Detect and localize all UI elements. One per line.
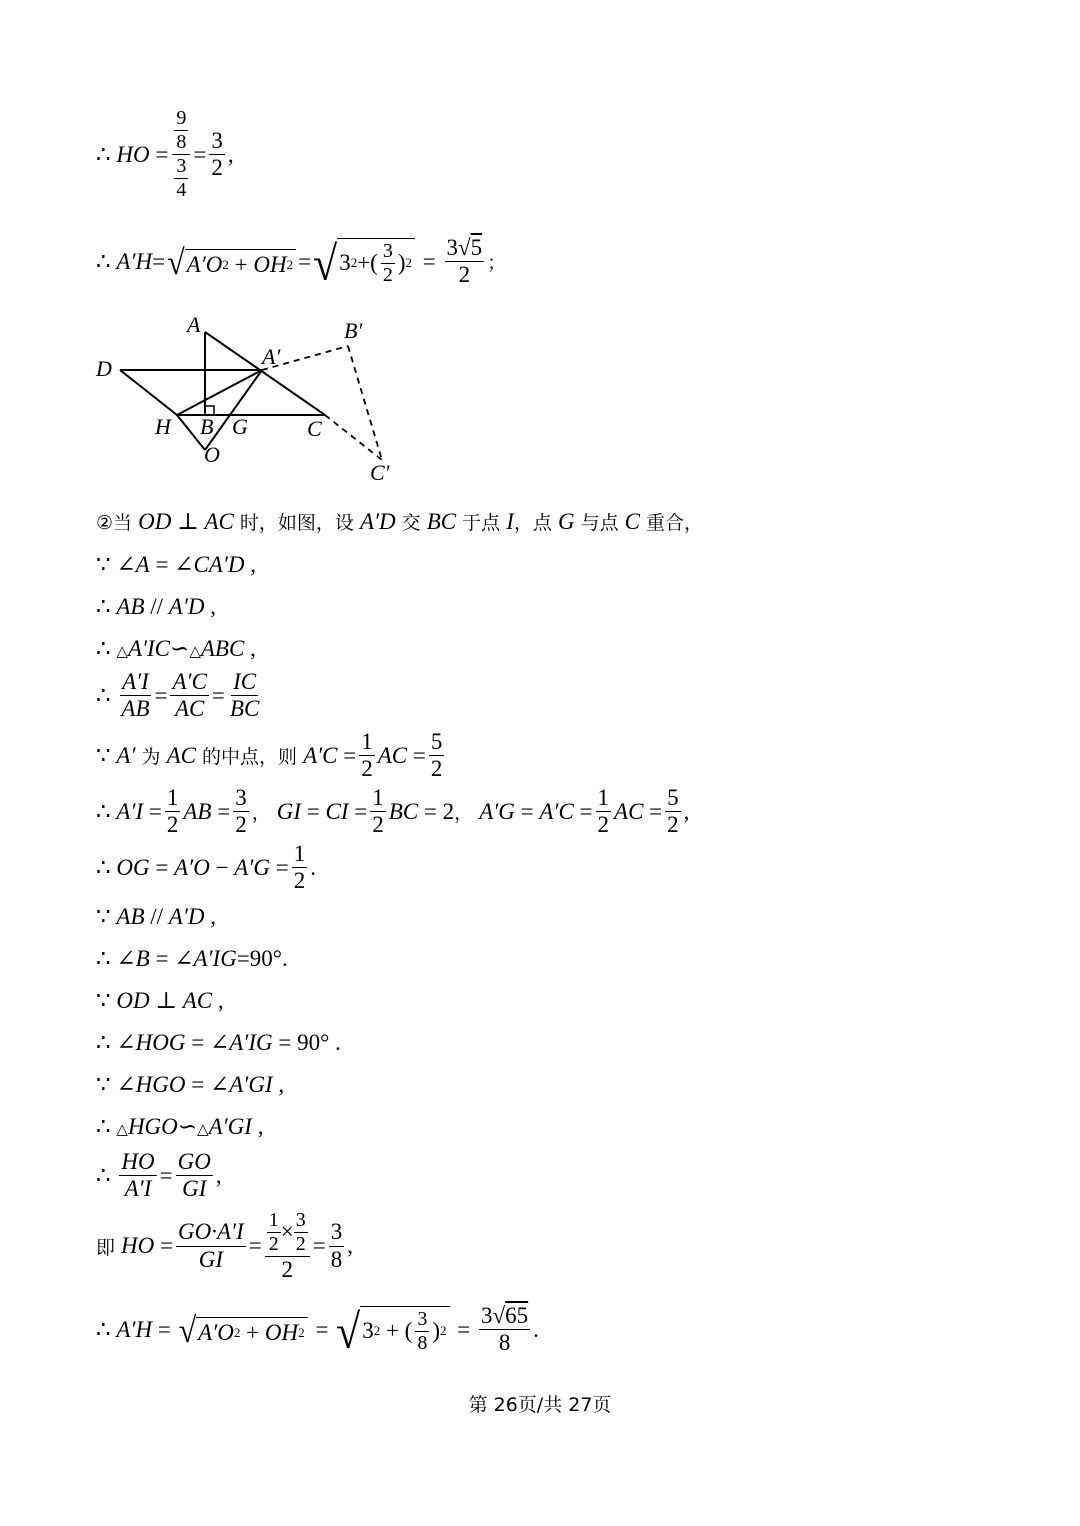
- step-angle-b: ∴ ∠ B = ∠ A′IG =90°.: [96, 946, 288, 971]
- label-d: D: [96, 356, 112, 381]
- step-perp: ∵ OD ⊥ AC ,: [96, 988, 224, 1013]
- step-midpoint: ∵ A′ 为 AC 的中点，则 A′C = $\frac{1}{2}$ AC = $\frac{5}{2}$: [96, 729, 443, 782]
- step-lengths: ∴ A′I = $\frac{1}{2}$ AB = $\frac{3}{2}$ ， GI = CI = $\frac{1}{2}$ BC = 2 ， A′G = A′C = $\frac{1}{2}$ AC = $\frac{5}{2}$ ,: [96, 785, 690, 838]
- geometry-figure: [92, 310, 432, 490]
- step-parallel-2: ∵ AB // A′D ,: [96, 904, 216, 929]
- step-similar-1: ∴ △ A′IC ∽△ ABC ,: [96, 636, 256, 661]
- step-angle-hgo: ∵ ∠ HGO = ∠ A′GI ,: [96, 1072, 285, 1097]
- eq-ho-1: ∴ HO = $\frac{\frac{9}{8}}{\frac{3}{4}}$ = $\frac{3}{2}$ ,: [96, 107, 234, 201]
- step-og: ∴ OG = A′O − A′G = $\frac{1}{2}$ .: [96, 841, 316, 894]
- label-b-prime: B′: [344, 318, 363, 343]
- label-c-prime: C′: [370, 460, 390, 485]
- label-c: C: [307, 416, 322, 441]
- eq-ah-2: ∴ A′H = √ A′O 2 + OH 2 = √ 3 2 + ( $\frac{3}{8}$ ) 2 = $\frac{3√65}{8}$ .: [96, 1303, 539, 1359]
- case-2-intro: ②当 OD ⊥ AC 时，如图，设 A′D 交 BC 于点 I ，点 G 与点 C 重合，: [96, 508, 704, 534]
- label-b: B: [200, 414, 214, 439]
- label-h: H: [155, 414, 171, 439]
- step-angle-a: ∵ ∠ A = ∠ CA′D ,: [96, 552, 256, 577]
- page-number: 第 26页/共 27页: [468, 1394, 612, 1416]
- step-parallel-1: ∴ AB // A′D ,: [96, 594, 216, 619]
- label-g: G: [232, 414, 248, 439]
- step-ho-2: 即 HO = $\frac{GO\cdot A'I}{GI}$ = $\frac{1}{2}$ × $\frac{3}{2}$ 2 = $\frac{3}{8}$ ,: [96, 1209, 353, 1282]
- step-ratio-2: ∴ $\frac{HO}{A'I}$ = $\frac{GO}{GI}$ ,: [96, 1149, 222, 1202]
- label-a: A: [187, 312, 201, 337]
- step-ratio-1: ∴ $\frac{A'I}{AB}$ = $\frac{A'C}{AC}$ = $\frac{IC}{BC}$: [96, 669, 260, 722]
- eq-ah-1: ∴ A′H = √ A′O 2 + OH 2 = √ 3 2 +( $\frac{3}{2}$ ) 2 = $\frac{3√5}{2}$ ；: [96, 235, 507, 291]
- label-o: O: [204, 442, 220, 467]
- step-similar-2: ∴ △ HGO ∽△ A′GI ,: [96, 1114, 264, 1139]
- label-a-prime: A′: [262, 344, 281, 369]
- step-angle-hog: ∴ ∠ HOG = ∠ A′IG = 90° .: [96, 1030, 341, 1055]
